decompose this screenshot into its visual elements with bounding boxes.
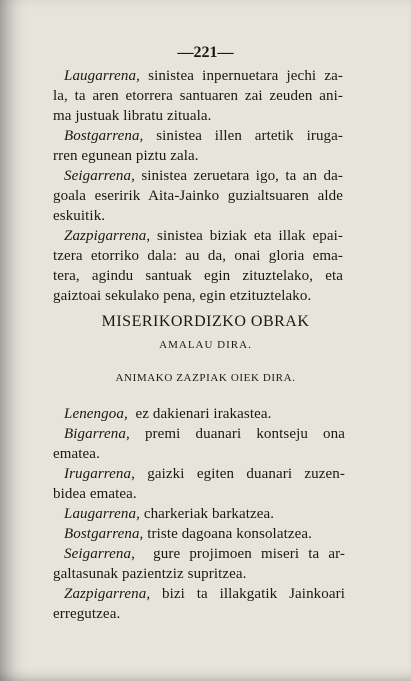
- text-line: goala eseririk Aita-Jainko guzialtsuaren alde: [53, 188, 343, 204]
- section-subheading-2: ANIMAKO ZAZPIAK OIEK DIRA.: [115, 372, 296, 384]
- text-line: la, ta aren etorrera santuaren zai zeuden ani-: [53, 88, 343, 104]
- text-line: rren egunean piztu zala.: [53, 148, 199, 164]
- text-line: Bostgarrena, triste dagoana konsolatzea.: [64, 526, 312, 542]
- text-line: Lenengoa, ez dakienari irakastea.: [64, 406, 272, 422]
- text-line: Seigarrena, sinistea zeruetara igo, ta an da-: [64, 168, 343, 184]
- text-line: tzera etorriko dala: au da, onai gloria ema-: [53, 248, 343, 264]
- text-line: Irugarrena, gaizki egiten duanari zuzen-: [64, 466, 345, 482]
- text-line: Bigarrena, premi duanari kontseju ona: [64, 426, 345, 442]
- text-line: ematea.: [53, 446, 100, 462]
- text-line: erregutzea.: [53, 606, 121, 622]
- text-line: Bostgarrena, sinistea illen artetik iruga-: [64, 128, 343, 144]
- section-heading: MISERIKORDIZKO OBRAK: [101, 313, 310, 330]
- text-line: Laugarrena, charkeriak barkatzea.: [64, 506, 275, 522]
- text-line: Seigarrena, gure projimoen miseri ta ar-: [64, 546, 345, 562]
- text-line: tera, agindu santuak egin zituztelako, eta: [53, 268, 343, 284]
- text-line: galtasunak pazientziz supritzea.: [53, 566, 247, 582]
- text-line: gaiztoai sekulako pena, egin etzituztelako.: [53, 288, 312, 304]
- text-line: Laugarrena, sinistea inpernuetara jechi za-: [64, 68, 343, 84]
- text-line: Zazpigarrena, sinistea biziak eta illak epai-: [64, 228, 343, 244]
- page-number: —221—: [177, 44, 234, 61]
- text-line: eskuitik.: [53, 208, 106, 224]
- section-subheading: AMALAU DIRA.: [159, 339, 252, 351]
- text-line: bidea ematea.: [53, 486, 137, 502]
- text-line: ma justuak libratu zituala.: [53, 108, 212, 124]
- text-line: Zazpigarrena, bizi ta illakgatik Jainkoari: [64, 586, 345, 602]
